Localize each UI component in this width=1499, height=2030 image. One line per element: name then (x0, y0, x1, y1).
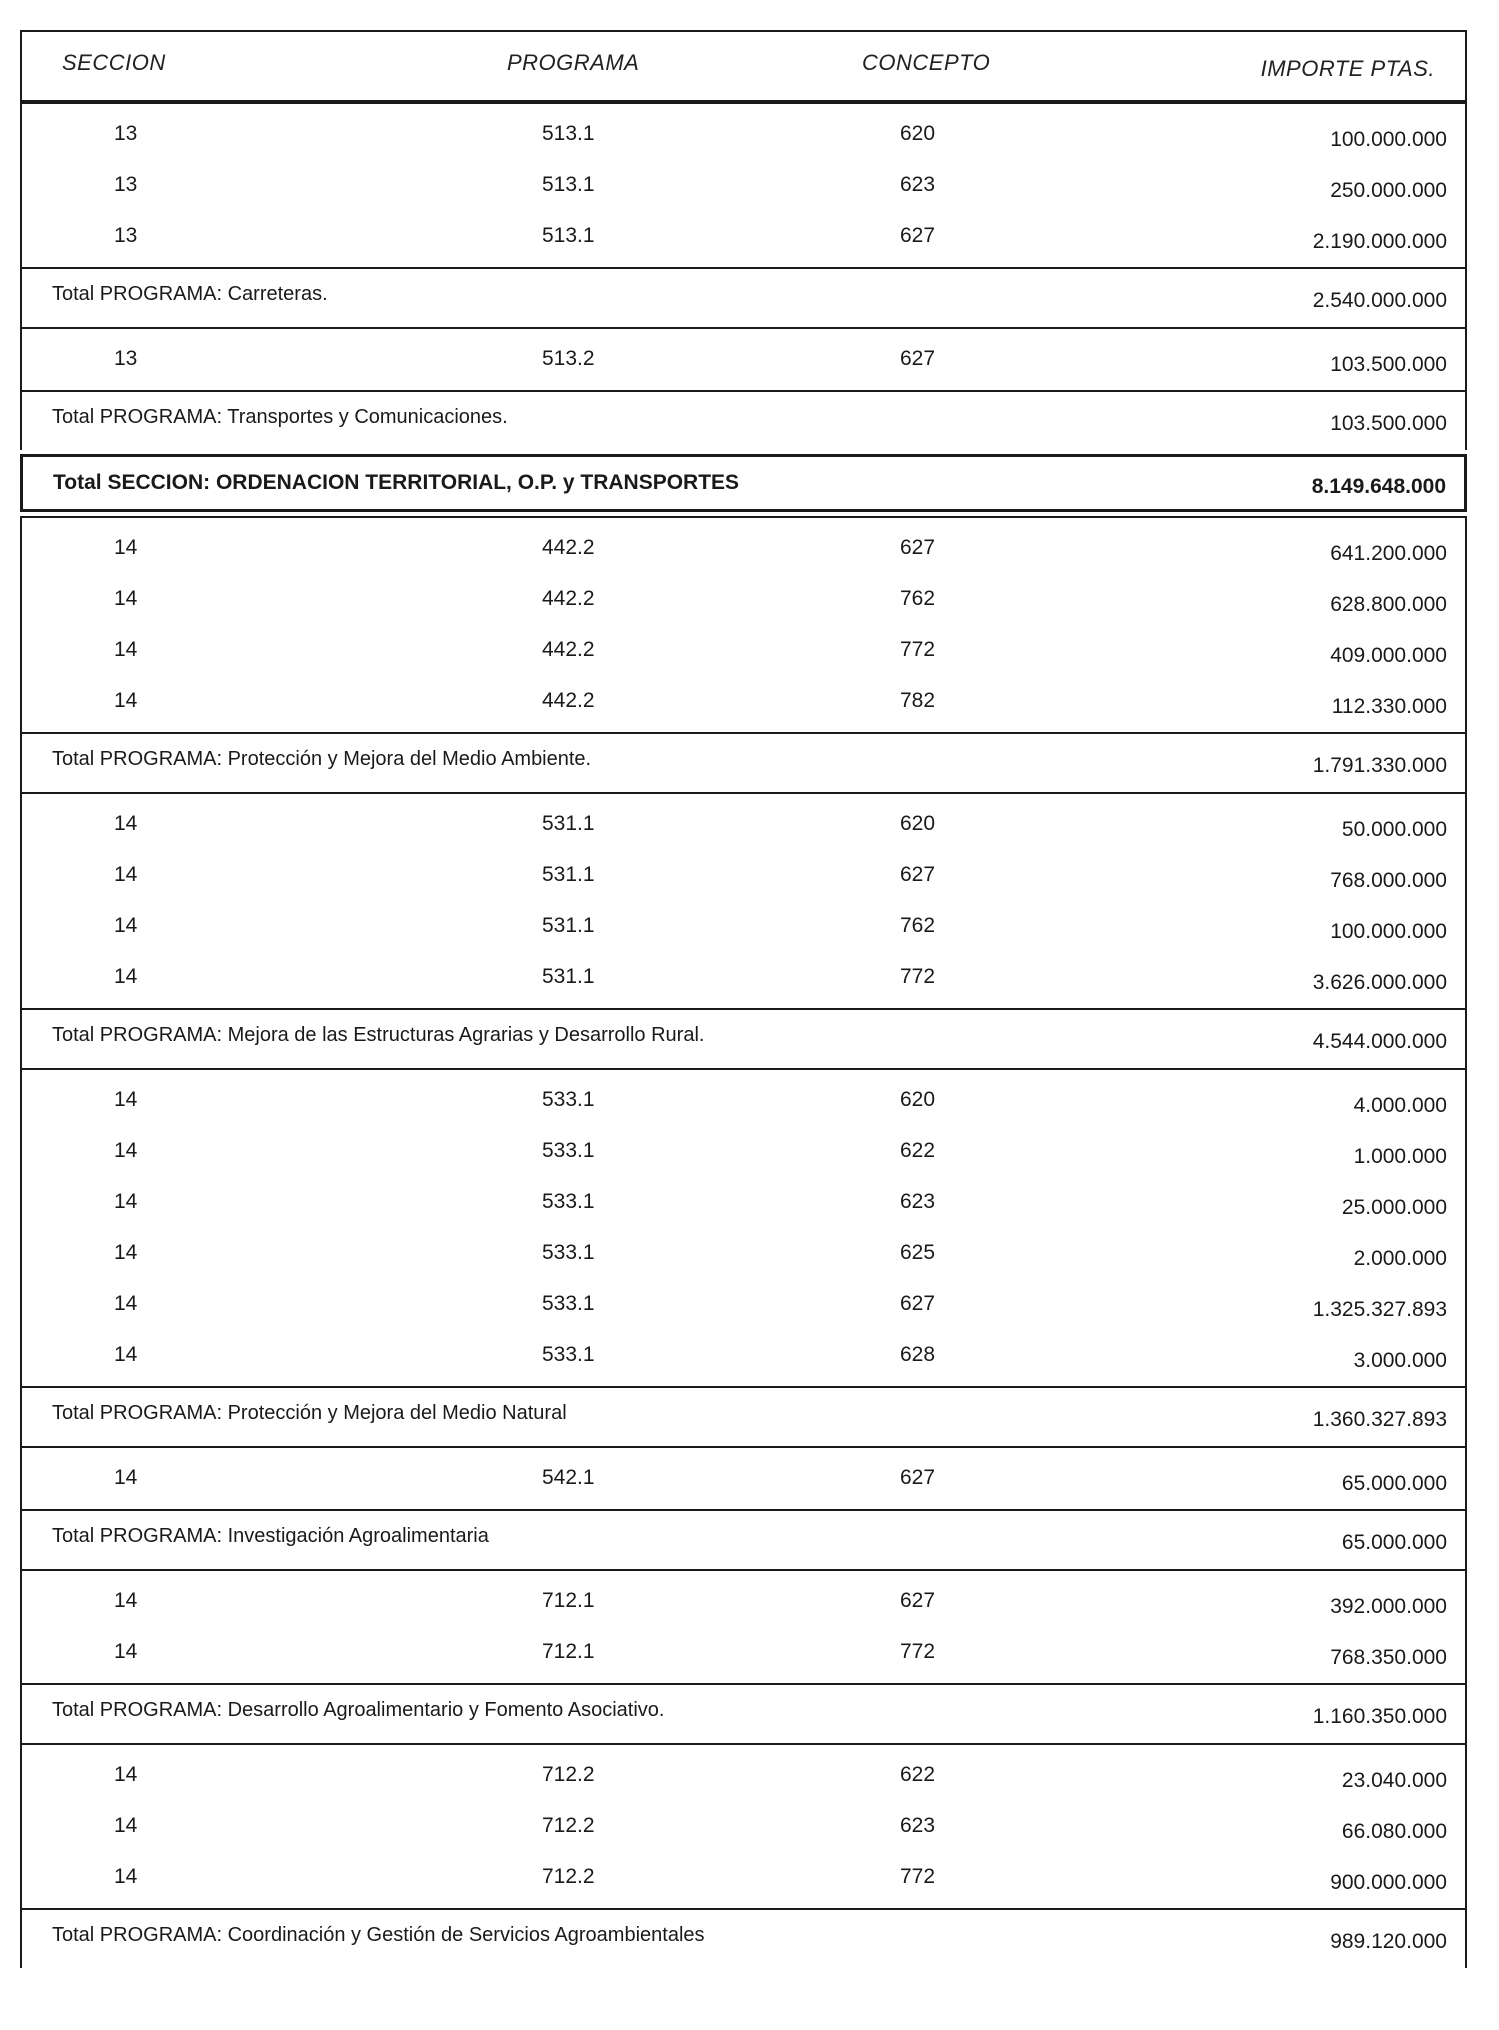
cell-programa: 531.1 (542, 965, 595, 988)
table-row (22, 1125, 1465, 1176)
table-row (22, 1278, 1465, 1329)
header-importe: IMPORTE PTAS. (1260, 56, 1435, 81)
program-total-row (20, 1010, 1467, 1068)
program-total-amount: 2.540.000.000 (1312, 289, 1447, 312)
table-row (22, 108, 1465, 159)
cell-programa: 513.1 (542, 173, 595, 196)
cell-importe: 900.000.000 (1330, 1871, 1447, 1894)
cell-programa: 533.1 (542, 1241, 595, 1264)
section-total-label: Total SECCION: ORDENACION TERRITORIAL, O.P. y TRANSPORTES (53, 471, 740, 494)
table-row (22, 1851, 1465, 1902)
table-row (22, 1575, 1465, 1626)
cell-seccion: 14 (114, 1292, 138, 1315)
table-row (22, 333, 1465, 384)
table-row (22, 159, 1465, 210)
cell-seccion: 14 (114, 1640, 138, 1663)
program-group (20, 1446, 1467, 1511)
cell-seccion: 14 (114, 1814, 138, 1837)
cell-importe: 25.000.000 (1341, 1196, 1447, 1219)
header-programa: PROGRAMA (507, 50, 640, 75)
cell-concepto: 772 (900, 1865, 936, 1888)
cell-concepto: 627 (900, 1292, 936, 1315)
cell-concepto: 772 (900, 1640, 936, 1663)
cell-concepto: 627 (900, 863, 936, 886)
cell-importe: 768.350.000 (1330, 1646, 1447, 1669)
program-group (20, 1068, 1467, 1388)
program-total-label: Total PROGRAMA: Carreteras. (52, 283, 328, 305)
cell-concepto: 623 (900, 173, 936, 196)
table-row (22, 210, 1465, 261)
program-total-label: Total PROGRAMA: Transportes y Comunicaciones. (52, 406, 508, 428)
cell-concepto: 782 (900, 689, 936, 712)
cell-importe: 50.000.000 (1341, 818, 1447, 841)
cell-seccion: 14 (114, 1190, 138, 1213)
cell-importe: 112.330.000 (1331, 695, 1447, 718)
cell-programa: 533.1 (542, 1292, 595, 1315)
table-row (22, 1800, 1465, 1851)
cell-concepto: 622 (900, 1763, 936, 1786)
cell-importe: 66.080.000 (1341, 1820, 1447, 1843)
program-total-label: Total PROGRAMA: Mejora de las Estructuras Agrarias y Desarrollo Rural. (52, 1024, 705, 1046)
cell-programa: 442.2 (542, 536, 595, 559)
cell-importe: 2.000.000 (1353, 1247, 1447, 1270)
program-total-label: Total PROGRAMA: Desarrollo Agroalimentario y Fomento Asociativo. (52, 1699, 665, 1721)
cell-concepto: 623 (900, 1190, 936, 1213)
cell-programa: 513.1 (542, 224, 595, 247)
budget-table (20, 30, 1467, 1968)
cell-seccion: 14 (114, 1139, 138, 1162)
cell-concepto: 762 (900, 587, 936, 610)
cell-importe: 1.000.000 (1353, 1145, 1447, 1168)
cell-programa: 533.1 (542, 1088, 595, 1111)
cell-concepto: 772 (900, 638, 936, 661)
cell-seccion: 14 (114, 638, 138, 661)
cell-programa: 513.1 (542, 122, 595, 145)
program-total-row (20, 734, 1467, 792)
table-row (22, 1626, 1465, 1677)
section-total-amount: 8.149.648.000 (1311, 475, 1446, 498)
cell-seccion: 13 (114, 347, 138, 370)
cell-programa: 533.1 (542, 1190, 595, 1213)
program-total-label: Total PROGRAMA: Investigación Agroalimentaria (52, 1525, 489, 1547)
table-row (22, 573, 1465, 624)
table-row (22, 624, 1465, 675)
cell-programa: 533.1 (542, 1139, 595, 1162)
cell-concepto: 625 (900, 1241, 936, 1264)
cell-concepto: 762 (900, 914, 936, 937)
program-group (20, 792, 1467, 1010)
header-seccion: SECCION (62, 50, 166, 75)
cell-programa: 513.2 (542, 347, 595, 370)
cell-importe: 2.190.000.000 (1312, 230, 1447, 253)
cell-seccion: 14 (114, 1589, 138, 1612)
cell-importe: 3.626.000.000 (1312, 971, 1447, 994)
cell-concepto: 772 (900, 965, 936, 988)
program-group (20, 1569, 1467, 1685)
cell-programa: 531.1 (542, 863, 595, 886)
cell-importe: 100.000.000 (1330, 128, 1447, 151)
cell-importe: 3.000.000 (1353, 1349, 1447, 1372)
program-total-amount: 1.160.350.000 (1312, 1705, 1447, 1728)
program-total-amount: 103.500.000 (1330, 412, 1447, 435)
cell-seccion: 13 (114, 122, 138, 145)
program-group (20, 516, 1467, 734)
program-total-amount: 1.791.330.000 (1312, 754, 1447, 777)
cell-seccion: 14 (114, 1241, 138, 1264)
program-total-row (20, 1388, 1467, 1446)
cell-importe: 23.040.000 (1341, 1769, 1447, 1792)
table-row (22, 675, 1465, 726)
program-total-row (20, 1511, 1467, 1569)
table-header (20, 30, 1467, 102)
cell-importe: 1.325.327.893 (1312, 1298, 1447, 1321)
cell-concepto: 620 (900, 1088, 936, 1111)
table-row (22, 849, 1465, 900)
cell-seccion: 14 (114, 1343, 138, 1366)
cell-concepto: 627 (900, 347, 936, 370)
program-total-amount: 1.360.327.893 (1312, 1408, 1447, 1431)
cell-seccion: 14 (114, 914, 138, 937)
table-row (22, 900, 1465, 951)
cell-concepto: 623 (900, 1814, 936, 1837)
cell-importe: 768.000.000 (1330, 869, 1447, 892)
cell-seccion: 14 (114, 1466, 138, 1489)
program-total-row (20, 1910, 1467, 1968)
cell-programa: 442.2 (542, 587, 595, 610)
cell-programa: 442.2 (542, 689, 595, 712)
program-total-label: Total PROGRAMA: Coordinación y Gestión de Servicios Agroambientales (52, 1924, 705, 1946)
cell-seccion: 13 (114, 173, 138, 196)
cell-seccion: 14 (114, 587, 138, 610)
table-row (22, 1452, 1465, 1503)
cell-importe: 392.000.000 (1330, 1595, 1447, 1618)
cell-importe: 100.000.000 (1330, 920, 1447, 943)
table-row (22, 1227, 1465, 1278)
cell-importe: 641.200.000 (1330, 542, 1447, 565)
header-concepto: CONCEPTO (862, 50, 991, 75)
program-group (20, 102, 1467, 269)
cell-programa: 442.2 (542, 638, 595, 661)
cell-programa: 531.1 (542, 914, 595, 937)
cell-concepto: 627 (900, 1466, 936, 1489)
cell-importe: 628.800.000 (1330, 593, 1447, 616)
cell-programa: 533.1 (542, 1343, 595, 1366)
table-row (22, 1749, 1465, 1800)
program-total-label: Total PROGRAMA: Protección y Mejora del Medio Ambiente. (52, 748, 592, 770)
cell-concepto: 620 (900, 812, 936, 835)
cell-concepto: 627 (900, 224, 936, 247)
cell-programa: 712.2 (542, 1865, 595, 1888)
cell-programa: 712.1 (542, 1589, 595, 1612)
program-total-amount: 989.120.000 (1330, 1930, 1447, 1953)
cell-seccion: 14 (114, 812, 138, 835)
program-total-label: Total PROGRAMA: Protección y Mejora del Medio Natural (52, 1402, 567, 1424)
program-total-amount: 65.000.000 (1341, 1531, 1447, 1554)
cell-concepto: 627 (900, 1589, 936, 1612)
cell-seccion: 14 (114, 1865, 138, 1888)
program-group (20, 327, 1467, 392)
cell-concepto: 622 (900, 1139, 936, 1162)
table-body (20, 102, 1467, 1968)
cell-importe: 409.000.000 (1330, 644, 1447, 667)
program-total-row (20, 1685, 1467, 1743)
cell-programa: 712.1 (542, 1640, 595, 1663)
section-total-row (20, 454, 1467, 512)
table-row (22, 1176, 1465, 1227)
table-row (22, 951, 1465, 1002)
program-group (20, 1743, 1467, 1910)
cell-seccion: 14 (114, 863, 138, 886)
cell-seccion: 14 (114, 536, 138, 559)
table-row (22, 1074, 1465, 1125)
cell-seccion: 14 (114, 1763, 138, 1786)
table-row (22, 522, 1465, 573)
cell-seccion: 14 (114, 1088, 138, 1111)
program-total-row (20, 269, 1467, 327)
cell-importe: 65.000.000 (1341, 1472, 1447, 1495)
cell-concepto: 627 (900, 536, 936, 559)
cell-programa: 712.2 (542, 1814, 595, 1837)
cell-programa: 712.2 (542, 1763, 595, 1786)
cell-concepto: 628 (900, 1343, 936, 1366)
cell-importe: 250.000.000 (1330, 179, 1447, 202)
cell-importe: 103.500.000 (1330, 353, 1447, 376)
cell-seccion: 14 (114, 965, 138, 988)
cell-concepto: 620 (900, 122, 936, 145)
cell-programa: 531.1 (542, 812, 595, 835)
program-total-amount: 4.544.000.000 (1312, 1030, 1447, 1053)
cell-seccion: 13 (114, 224, 138, 247)
program-total-row (20, 392, 1467, 450)
cell-importe: 4.000.000 (1353, 1094, 1447, 1117)
table-row (22, 1329, 1465, 1380)
cell-seccion: 14 (114, 689, 138, 712)
table-row (22, 798, 1465, 849)
cell-programa: 542.1 (542, 1466, 595, 1489)
